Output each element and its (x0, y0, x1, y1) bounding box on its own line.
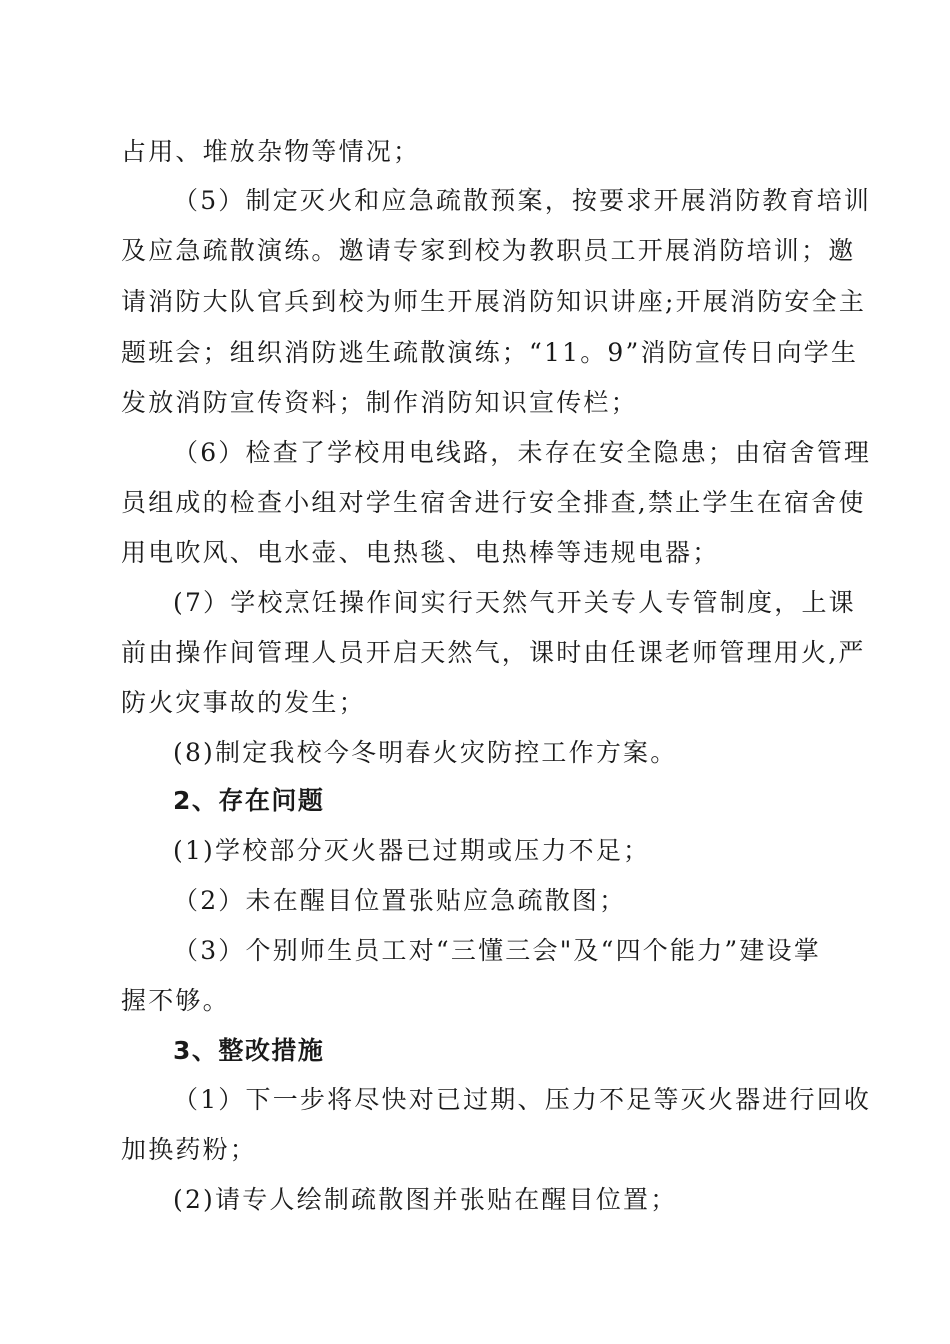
paragraph-line: 请消防大队官兵到校为师生开展消防知识讲座;开展消防安全主 (121, 287, 867, 316)
paragraph-line: 发放消防宣传资料；制作消防知识宣传栏； (121, 388, 638, 417)
paragraph-line: 员组成的检查小组对学生宿舍进行安全排查,禁止学生在宿舍使 (121, 488, 866, 517)
paragraph-line: (7）学校烹饪操作间实行天然气开关专人专管制度，上课 (173, 588, 856, 617)
paragraph-line: 前由操作间管理人员开启天然气，课时由任课老师管理用火,严 (121, 638, 866, 667)
paragraph-line: 握不够。 (121, 986, 230, 1015)
paragraph-line: 占用、堆放杂物等情况； (121, 137, 421, 166)
paragraph-line: (1)学校部分灭火器已过期或压力不足； (173, 836, 651, 865)
paragraph-line: 防火灾事故的发生； (121, 688, 366, 717)
paragraph-line: （6）检查了学校用电线路，未存在安全隐患；由宿舍管理 (173, 438, 872, 467)
paragraph-line: (2)请专人绘制疏散图并张贴在醒目位置； (173, 1185, 678, 1214)
paragraph-line: （5）制定灭火和应急疏散预案，按要求开展消防教育培训 (173, 186, 872, 215)
paragraph-line: 题班会；组织消防逃生疏散演练；“11。9”消防宣传日向学生 (121, 338, 859, 367)
paragraph-line: （1）下一步将尽快对已过期、压力不足等灭火器进行回收 (173, 1085, 872, 1114)
section-heading: 3、整改措施 (173, 1036, 325, 1065)
paragraph-line: （3）个别师生员工对“三懂三会"及“四个能力”建设掌 (173, 936, 821, 965)
section-heading: 2、存在问题 (173, 786, 325, 815)
paragraph-line: (8)制定我校今冬明春火灾防控工作方案。 (173, 738, 678, 767)
paragraph-line: 及应急疏散演练。邀请专家到校为教职员工开展消防培训；邀 (121, 236, 856, 265)
paragraph-line: 加换药粉； (121, 1135, 258, 1164)
paragraph-line: （2）未在醒目位置张贴应急疏散图； (173, 886, 627, 915)
paragraph-line: 用电吹风、电水壶、电热毯、电热棒等违规电器； (121, 538, 720, 567)
